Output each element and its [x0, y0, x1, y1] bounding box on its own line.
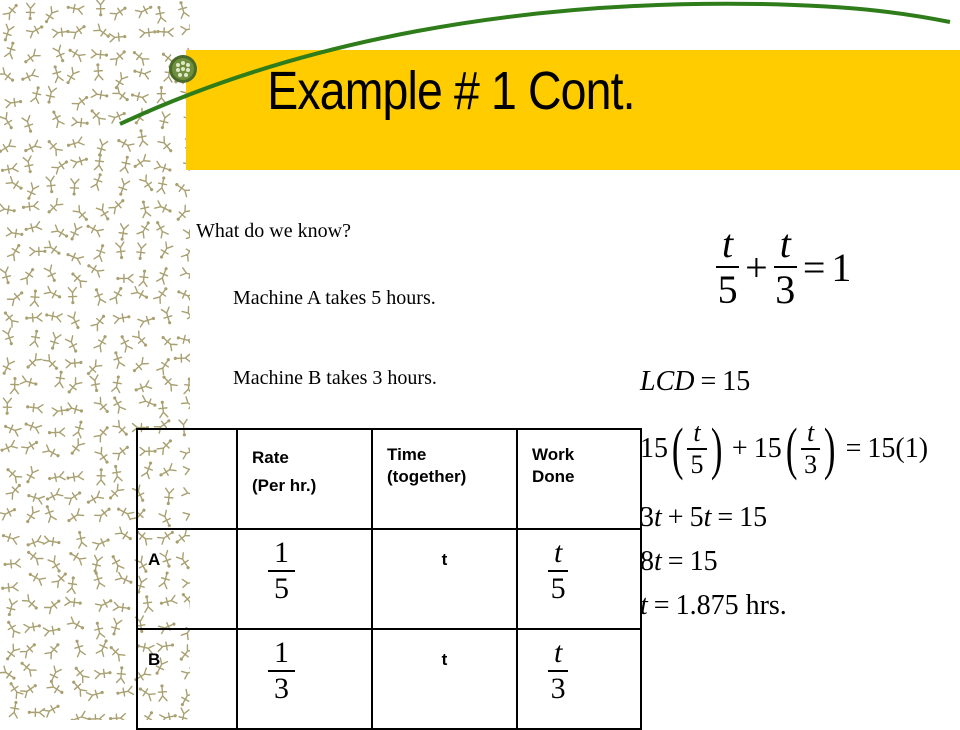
fraction-denominator: 5 — [690, 450, 704, 479]
equation-fraction — [774, 221, 797, 312]
equals-sign: = — [700, 366, 717, 397]
equals-sign: = — [802, 244, 826, 290]
header-time-line2: (together) — [387, 467, 467, 486]
equation-rhs: 1 — [831, 244, 852, 290]
variable: t — [654, 546, 662, 577]
slide-title: Example # 1 Cont. — [267, 61, 635, 121]
header-rate-line2: (Per hr.) — [252, 476, 317, 495]
equals-sign: = — [653, 590, 670, 621]
work-fraction — [548, 638, 568, 704]
right-paren: ) — [710, 416, 723, 481]
rate-cell — [237, 529, 372, 629]
header-time — [372, 429, 517, 529]
solution-value: 1.875 hrs. — [675, 590, 787, 621]
rate-fraction — [268, 638, 295, 704]
equation-rhs: 15(1) — [867, 433, 929, 464]
equals-sign: = — [667, 546, 684, 577]
fraction-numerator: 1 — [274, 536, 289, 569]
multiplied-equation — [640, 416, 929, 481]
rate-cell — [237, 629, 372, 729]
table-corner-cell — [137, 429, 237, 529]
table-row — [137, 529, 641, 629]
question-text: What do we know? — [196, 220, 351, 242]
right-paren: ) — [824, 416, 836, 481]
equation-fraction — [687, 420, 706, 478]
fraction-numerator: t — [554, 636, 563, 669]
fraction-denominator: 5 — [274, 572, 289, 605]
fraction-numerator: t — [693, 418, 701, 447]
coefficient: 5 — [689, 502, 704, 533]
time-cell: t — [372, 529, 517, 629]
header-rate-line1: Rate — [252, 448, 289, 467]
variable: t — [703, 502, 712, 533]
fraction-numerator: t — [554, 536, 563, 569]
fraction-numerator: t — [807, 418, 815, 447]
plus-sign: + — [667, 502, 684, 533]
row-label: B — [137, 629, 237, 729]
header-work-line1: Work — [532, 445, 575, 464]
fraction-denominator: 3 — [550, 672, 566, 705]
fraction-numerator: t — [722, 221, 734, 266]
work-cell — [517, 629, 641, 729]
work-fraction — [548, 538, 568, 604]
equals-sign: = — [717, 502, 734, 533]
green-orb-icon — [168, 54, 198, 84]
variable: t — [640, 590, 648, 621]
plus-sign: + — [745, 244, 768, 290]
equation-rhs: 15 — [739, 502, 768, 533]
fraction-denominator: 3 — [274, 672, 289, 705]
rate-fraction — [268, 538, 295, 604]
header-time-line1: Time — [387, 445, 427, 464]
lcd-value: 15 — [722, 366, 751, 397]
left-paren: ( — [671, 416, 684, 481]
variable: t — [654, 502, 662, 533]
fraction-denominator: 3 — [804, 450, 818, 479]
fraction-numerator: t — [779, 221, 791, 266]
plus-sign: + — [731, 433, 748, 464]
equation-fraction — [716, 221, 739, 312]
machine-b-text: Machine B takes 3 hours. — [233, 367, 437, 389]
coefficient: 15 — [640, 433, 668, 464]
left-paren: ( — [785, 416, 798, 481]
equation-fraction — [801, 420, 820, 478]
work-rate-table — [136, 428, 642, 730]
coefficient: 3 — [640, 502, 654, 533]
equation-rhs: 15 — [689, 546, 718, 577]
coefficient: 8 — [640, 546, 654, 577]
fraction-numerator: 1 — [274, 636, 289, 669]
fraction-denominator: 5 — [717, 267, 738, 312]
row-label: A — [137, 529, 237, 629]
table-header-row — [137, 429, 641, 529]
header-work-line2: Done — [532, 467, 575, 486]
main-equation — [716, 221, 852, 312]
equals-sign: = — [845, 433, 862, 464]
header-work — [517, 429, 641, 529]
simplified-equation — [640, 546, 718, 578]
table-row — [137, 629, 641, 729]
header-rate — [237, 429, 372, 529]
time-cell: t — [372, 629, 517, 729]
fraction-denominator: 3 — [775, 267, 796, 312]
solution-equation — [640, 590, 787, 622]
machine-a-text: Machine A takes 5 hours. — [233, 287, 436, 309]
fraction-denominator: 5 — [550, 572, 566, 605]
work-cell — [517, 529, 641, 629]
coefficient: 15 — [753, 433, 782, 464]
combined-equation — [640, 502, 767, 534]
lcd-equation — [640, 366, 750, 398]
lcd-label: LCD — [640, 366, 695, 397]
